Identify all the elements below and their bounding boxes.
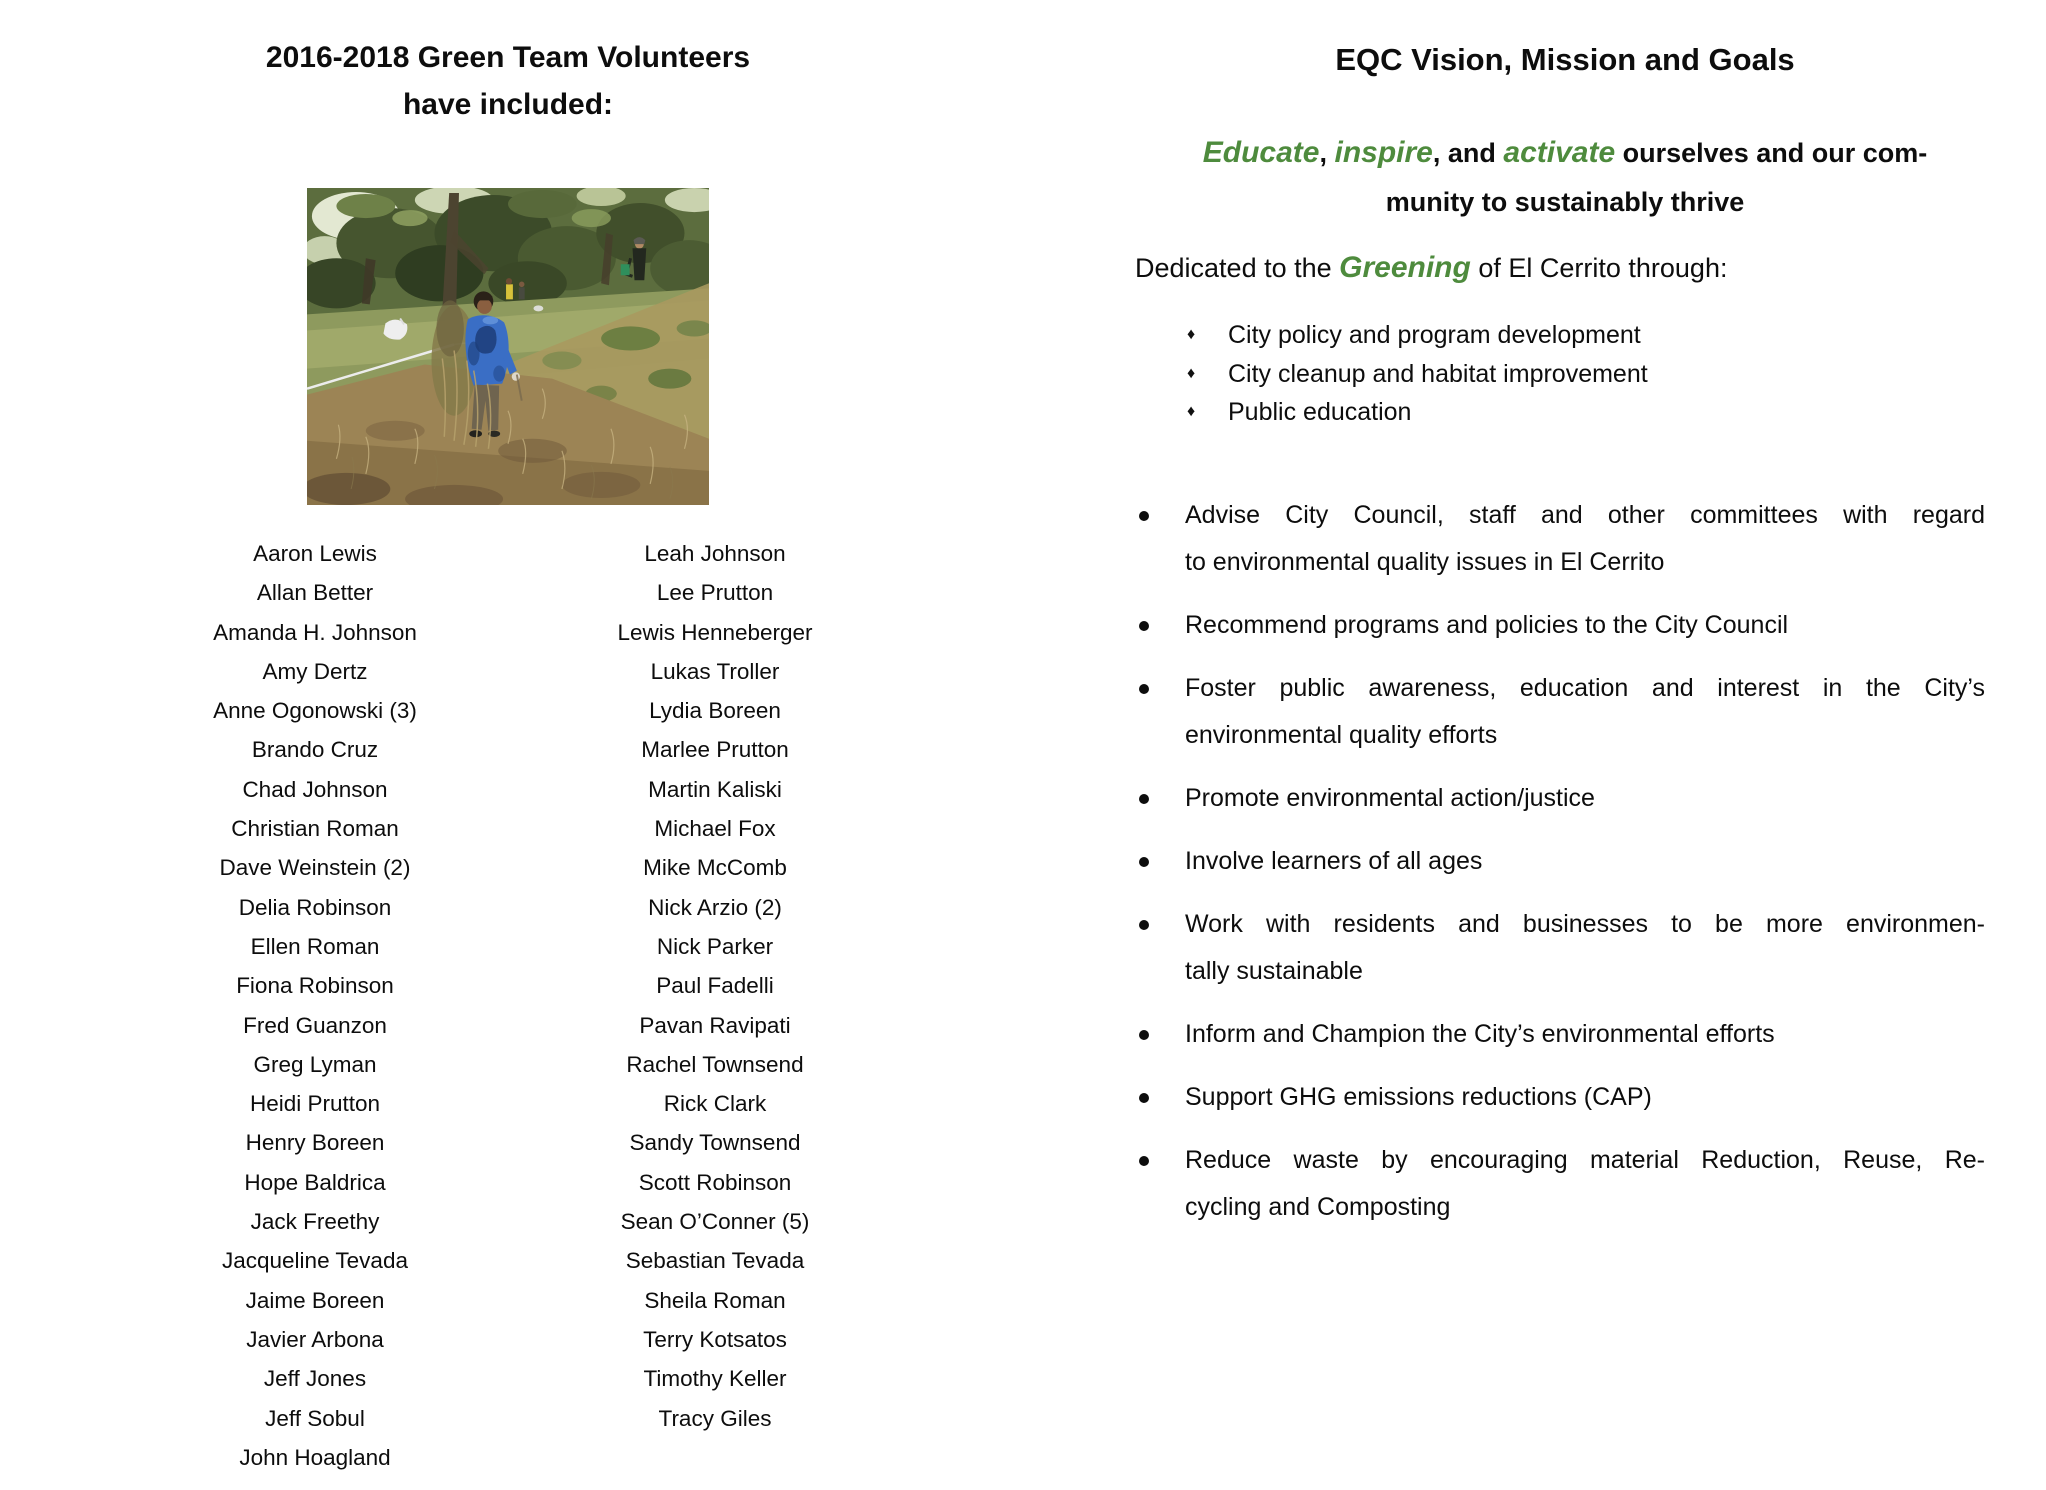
volunteer-name: Chad Johnson: [242, 776, 388, 802]
volunteer-name: Sandy Townsend: [629, 1130, 801, 1156]
volunteer-name: Anne Ogonowski (3): [213, 698, 417, 724]
goal-item: [1135, 492, 1985, 586]
goal-line: Inform and Champion the City’s environmental efforts: [1185, 1020, 1775, 1048]
goal-item: [1135, 665, 1985, 759]
dedication-bullet-label: City policy and program development: [1228, 321, 1641, 349]
dedication-bullet-label: City cleanup and habitat improvement: [1228, 359, 1648, 388]
volunteer-name: Scott Robinson: [638, 1169, 792, 1195]
volunteers-title-line1: 2016-2018 Green Team Volunteers: [265, 41, 751, 74]
goal-item: [1135, 775, 1985, 822]
volunteer-name: Martin Kaliski: [648, 776, 782, 802]
volunteer-name: Michael Fox: [654, 816, 776, 842]
round-bullet-icon: [1139, 684, 1149, 694]
goal-item: [1135, 1011, 1985, 1058]
volunteer-name: Sebastian Tevada: [625, 1248, 805, 1274]
round-bullet-icon: [1139, 1030, 1149, 1040]
volunteer-name: John Hoagland: [239, 1444, 391, 1470]
volunteer-name: Paul Fadelli: [656, 973, 774, 999]
goal-line: Reduce waste by encouraging material Reduction, Reuse, Re-: [1185, 1146, 1985, 1174]
dedication-bullet-item: [1135, 393, 1995, 432]
volunteer-name: Pavan Ravipati: [639, 1012, 791, 1038]
volunteer-name: Lee Prutton: [656, 580, 774, 606]
goal-line: Involve learners of all ages: [1185, 847, 1483, 875]
volunteer-name: Delia Robinson: [238, 894, 392, 920]
goal-line: Advise City Council, staff and other committees with regard: [1185, 501, 1985, 529]
diamond-bullet-icon: ♦: [1187, 326, 1196, 343]
dedication-bullet-list: [1135, 316, 1995, 432]
volunteer-name: Mike McComb: [643, 855, 787, 881]
volunteers-title: [100, 34, 916, 128]
volunteer-name: Lukas Troller: [650, 658, 780, 684]
volunteer-name: Nick Parker: [656, 933, 774, 959]
volunteer-name: Javier Arbona: [246, 1326, 384, 1352]
goal-line: Recommend programs and policies to the City Council: [1185, 611, 1789, 639]
volunteer-names-column-1: [115, 534, 515, 1477]
volunteer-name: Fred Guanzon: [243, 1012, 387, 1038]
volunteer-name: Sean O’Conner (5): [620, 1209, 810, 1235]
dedication-prefix: Dedicated to the: [1135, 253, 1340, 283]
goal-line: Foster public awareness, education and interest in the City’s: [1185, 674, 1985, 702]
round-bullet-icon: [1139, 621, 1149, 631]
volunteer-name: Jeff Jones: [263, 1366, 367, 1392]
round-bullet-icon: [1139, 857, 1149, 867]
volunteer-name: Rachel Townsend: [626, 1051, 804, 1077]
diamond-bullet-icon: ♦: [1187, 364, 1196, 382]
volunteer-name: Aaron Lewis: [253, 541, 377, 566]
volunteer-name: Tracy Giles: [658, 1405, 772, 1431]
dedication-bullet-item: [1135, 316, 1995, 355]
volunteer-names-column-2: [515, 534, 915, 1438]
goal-item: [1135, 1074, 1985, 1121]
goal-line: Promote environmental action/justice: [1185, 784, 1595, 812]
volunteer-name: Ellen Roman: [250, 933, 380, 959]
volunteer-name: Amy Dertz: [262, 658, 368, 684]
slogan-separator-1: ,: [1319, 138, 1335, 168]
mission-line-1: [1125, 128, 2005, 178]
volunteer-name: Jeff Sobul: [265, 1405, 365, 1431]
volunteer-name: Allan Better: [256, 580, 374, 606]
diamond-bullet-icon: ♦: [1187, 403, 1196, 421]
round-bullet-icon: [1139, 920, 1149, 930]
round-bullet-icon: [1139, 1093, 1149, 1103]
volunteer-name: Fiona Robinson: [236, 973, 394, 999]
volunteer-name: Marlee Prutton: [641, 737, 789, 763]
volunteer-name: Amanda H. Johnson: [213, 619, 417, 645]
eqc-title: EQC Vision, Mission and Goals: [1335, 42, 1795, 77]
volunteer-name: Jacqueline Tevada: [222, 1248, 408, 1274]
goal-item: [1135, 1137, 1985, 1231]
slogan-word-activate: activate: [1503, 136, 1616, 169]
round-bullet-icon: [1139, 511, 1149, 521]
mission-statement: [1125, 128, 2005, 227]
goal-line: cycling and Composting: [1185, 1193, 1451, 1221]
goal-item: [1135, 602, 1985, 649]
dedication-statement: [1135, 249, 2015, 287]
volunteer-name: Heidi Prutton: [249, 1091, 381, 1117]
volunteer-name: Dave Weinstein (2): [219, 855, 411, 881]
volunteer-name: Christian Roman: [231, 816, 399, 842]
volunteers-photo: [307, 188, 709, 505]
round-bullet-icon: [1139, 794, 1149, 804]
volunteer-name: Lydia Boreen: [649, 698, 781, 724]
volunteer-name: Jack Freethy: [250, 1209, 380, 1235]
goals-list: [1135, 492, 1985, 1247]
volunteers-title-line2: have included:: [402, 88, 614, 121]
goal-line: Support GHG emissions reductions (CAP): [1185, 1083, 1652, 1111]
volunteer-name: Lewis Henneberger: [617, 619, 813, 645]
volunteer-name: Henry Boreen: [245, 1130, 385, 1156]
volunteer-name: Brando Cruz: [251, 737, 379, 763]
dedication-bullet-item: [1135, 355, 1995, 394]
volunteer-name: Jaime Boreen: [245, 1287, 385, 1313]
goal-line: Work with residents and businesses to be more environmen-: [1185, 910, 1985, 938]
slogan-separator-2: , and: [1432, 138, 1504, 168]
slogan-word-educate: Educate: [1202, 136, 1320, 169]
volunteer-name: Timothy Keller: [643, 1366, 787, 1392]
dedication-suffix: of El Cerrito through:: [1470, 253, 1728, 283]
goal-item: [1135, 901, 1985, 995]
volunteer-name: Greg Lyman: [253, 1051, 377, 1077]
goal-item: [1135, 838, 1985, 885]
dedication-greening: Greening: [1339, 251, 1471, 284]
volunteer-name: Hope Baldrica: [244, 1169, 386, 1195]
goal-line: tally sustainable: [1185, 957, 1363, 985]
goal-line: environmental quality efforts: [1185, 721, 1498, 749]
goal-line: to environmental quality issues in El Cerrito: [1185, 548, 1665, 576]
slogan-rest-line-1: ourselves and our com-: [1615, 138, 1928, 168]
volunteers-photo-illustration: [307, 188, 709, 505]
volunteer-name: Terry Kotsatos: [643, 1326, 787, 1352]
mission-line-2: munity to sustainably thrive: [1385, 187, 1745, 217]
volunteer-name: Sheila Roman: [644, 1287, 786, 1313]
slogan-word-inspire: inspire: [1334, 136, 1433, 169]
dedication-bullet-label: Public education: [1228, 398, 1412, 427]
volunteer-name: Rick Clark: [663, 1091, 767, 1117]
volunteer-name: Leah Johnson: [644, 541, 786, 566]
round-bullet-icon: [1139, 1156, 1149, 1166]
volunteer-name: Nick Arzio (2): [648, 894, 782, 920]
